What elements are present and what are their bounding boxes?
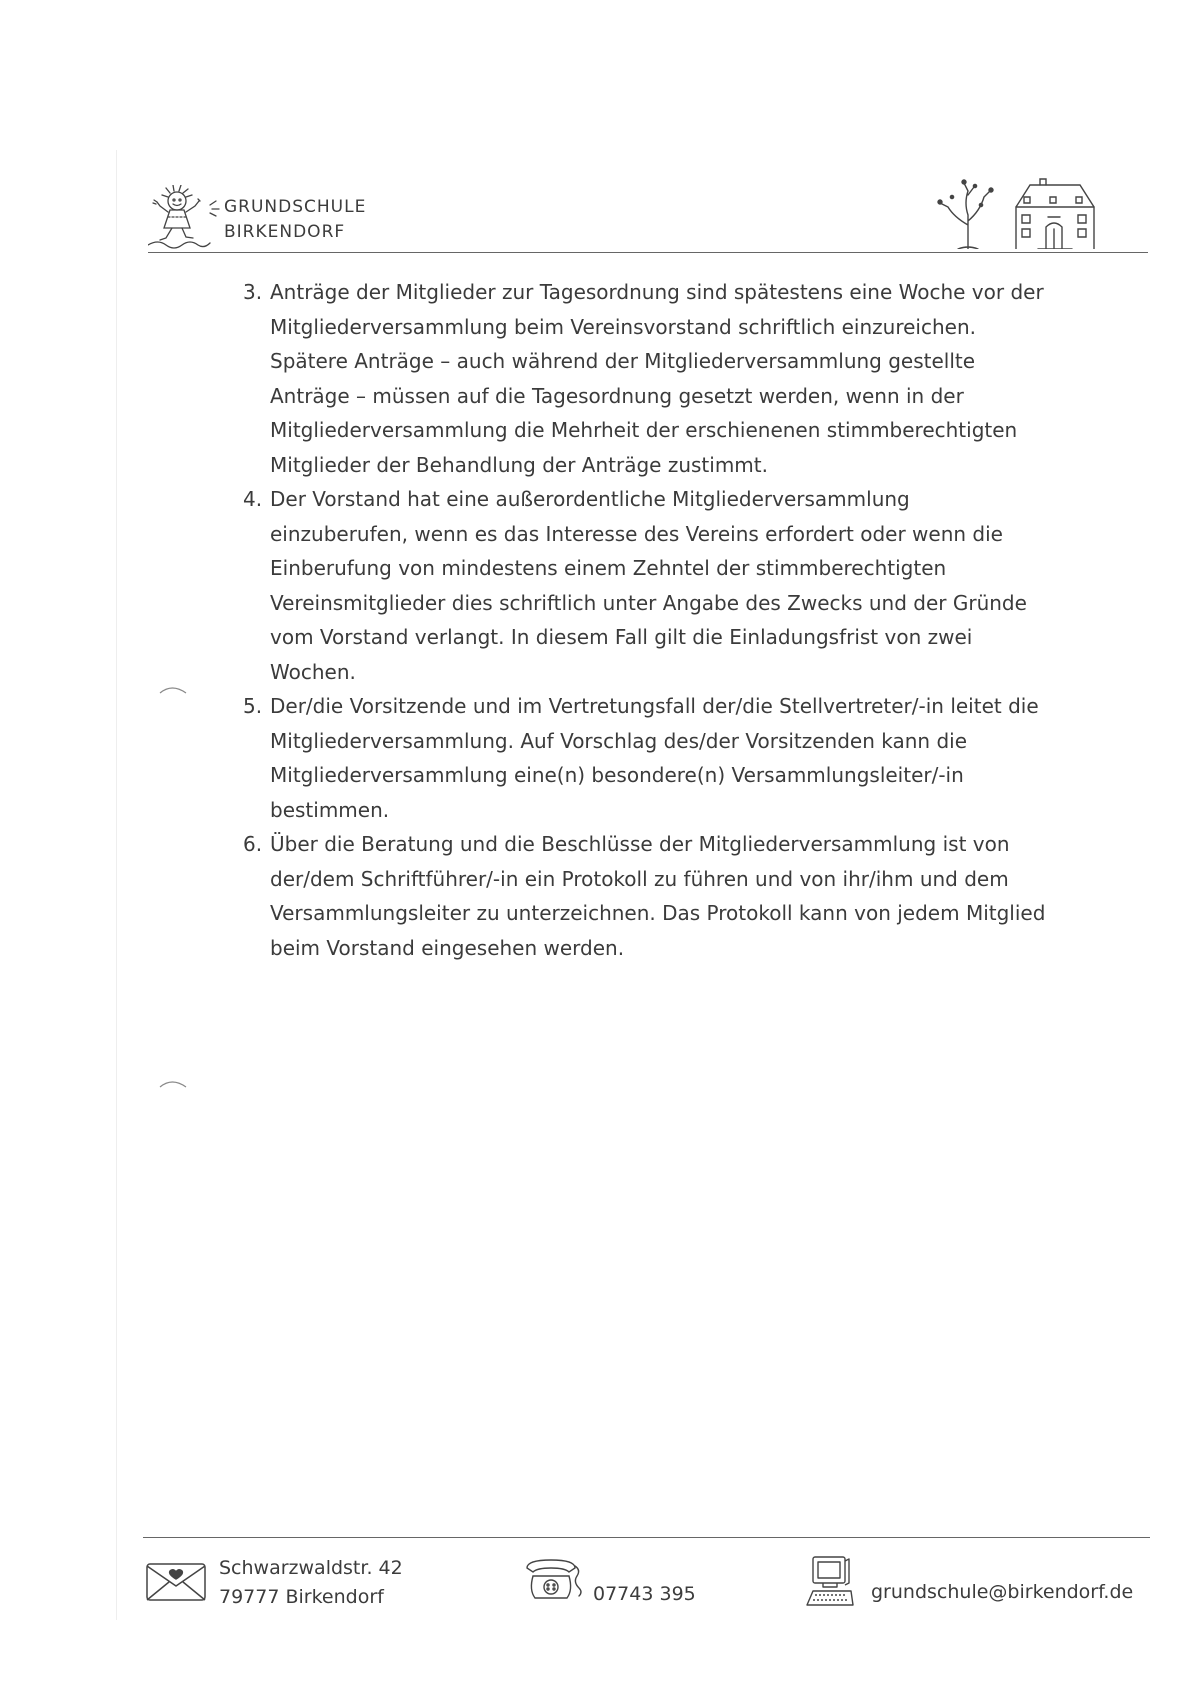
- school-name-line2: BIRKENDORF: [224, 222, 346, 242]
- list-item-3: [240, 275, 1070, 482]
- header-divider: [148, 252, 1148, 253]
- text-line: Mitglieder der Behandlung der Anträge zustimmt.: [270, 452, 768, 477]
- text-line: Versammlungsleiter zu unterzeichnen. Das Protokoll kann von jedem Mitglied: [270, 901, 1046, 925]
- letterhead: [148, 185, 1148, 260]
- list-item-6: [240, 827, 1070, 965]
- footer-divider: [143, 1537, 1150, 1538]
- telephone-icon: [523, 1556, 583, 1604]
- text-line: vom Vorstand verlangt. In diesem Fall gilt die Einladungsfrist von zwei: [270, 625, 973, 649]
- text-line: beim Vorstand eingesehen werden.: [270, 935, 625, 960]
- email-address: grundschule@birkendorf.de: [871, 1581, 1134, 1603]
- text-line: Mitgliederversammlung. Auf Vorschlag des/der Vorsitzenden kann die: [270, 728, 968, 753]
- house-icon: [1016, 179, 1094, 249]
- text-line: Der Vorstand hat eine außerordentliche Mitgliederversammlung: [270, 487, 910, 511]
- punch-hole-icon: [158, 683, 188, 697]
- punch-hole-icon: [158, 1077, 188, 1091]
- phone-number: 07743 395: [593, 1583, 696, 1605]
- text-line: bestimmen.: [270, 797, 390, 822]
- text-line: Mitgliederversammlung beim Vereinsvorstand schriftlich einzureichen.: [270, 314, 976, 339]
- text-line: Mitgliederversammlung eine(n) besondere(n) Versammlungsleiter/-in: [270, 763, 964, 787]
- list-number: 6.: [243, 832, 263, 856]
- text-line: Über die Beratung und die Beschlüsse der Mitgliederversammlung ist von: [270, 832, 1010, 856]
- list-item-5: [240, 689, 1070, 827]
- text-line: Spätere Anträge – auch während der Mitgliederversammlung gestellte: [270, 349, 976, 373]
- envelope-icon: [145, 1560, 207, 1604]
- list-number: 5.: [243, 694, 263, 718]
- header-illustration: [918, 173, 1108, 249]
- school-name: [224, 195, 366, 245]
- list-number: 4.: [243, 487, 263, 511]
- main-content: [240, 275, 1070, 965]
- text-line: Wochen.: [270, 659, 356, 684]
- text-line: Der/die Vorsitzende und im Vertretungsfall der/die Stellvertreter/-in leitet die: [270, 694, 1039, 718]
- text-line: Vereinsmitglieder dies schriftlich unter Angabe des Zwecks und der Gründe: [270, 590, 1027, 615]
- text-line: einzuberufen, wenn es das Interesse des Vereins erfordert oder wenn die: [270, 521, 1003, 546]
- address-city: 79777 Birkendorf: [219, 1586, 384, 1608]
- footer: [145, 1550, 1155, 1610]
- address-street: Schwarzwaldstr. 42: [219, 1557, 403, 1579]
- numbered-list: [240, 275, 1070, 965]
- list-number: 3.: [243, 280, 263, 304]
- text-line: Anträge – müssen auf die Tagesordnung gesetzt werden, wenn in der: [270, 383, 964, 408]
- tree-icon: [938, 180, 993, 249]
- computer-icon: [805, 1553, 855, 1607]
- scan-edge: [116, 150, 117, 1620]
- text-line: der/dem Schriftführer/-in ein Protokoll zu führen und von ihr/ihm und dem: [270, 866, 1009, 891]
- postal-address: [219, 1554, 403, 1612]
- text-line: Einberufung von mindestens einem Zehntel der stimmberechtigten: [270, 556, 947, 580]
- text-line: Mitgliederversammlung die Mehrheit der erschienenen stimmberechtigten: [270, 418, 1018, 442]
- list-item-4: [240, 482, 1070, 689]
- text-line: Anträge der Mitglieder zur Tagesordnung sind spätestens eine Woche vor der: [270, 280, 1044, 304]
- running-child-logo-icon: [148, 185, 226, 251]
- school-name-line1: GRUNDSCHULE: [224, 197, 367, 217]
